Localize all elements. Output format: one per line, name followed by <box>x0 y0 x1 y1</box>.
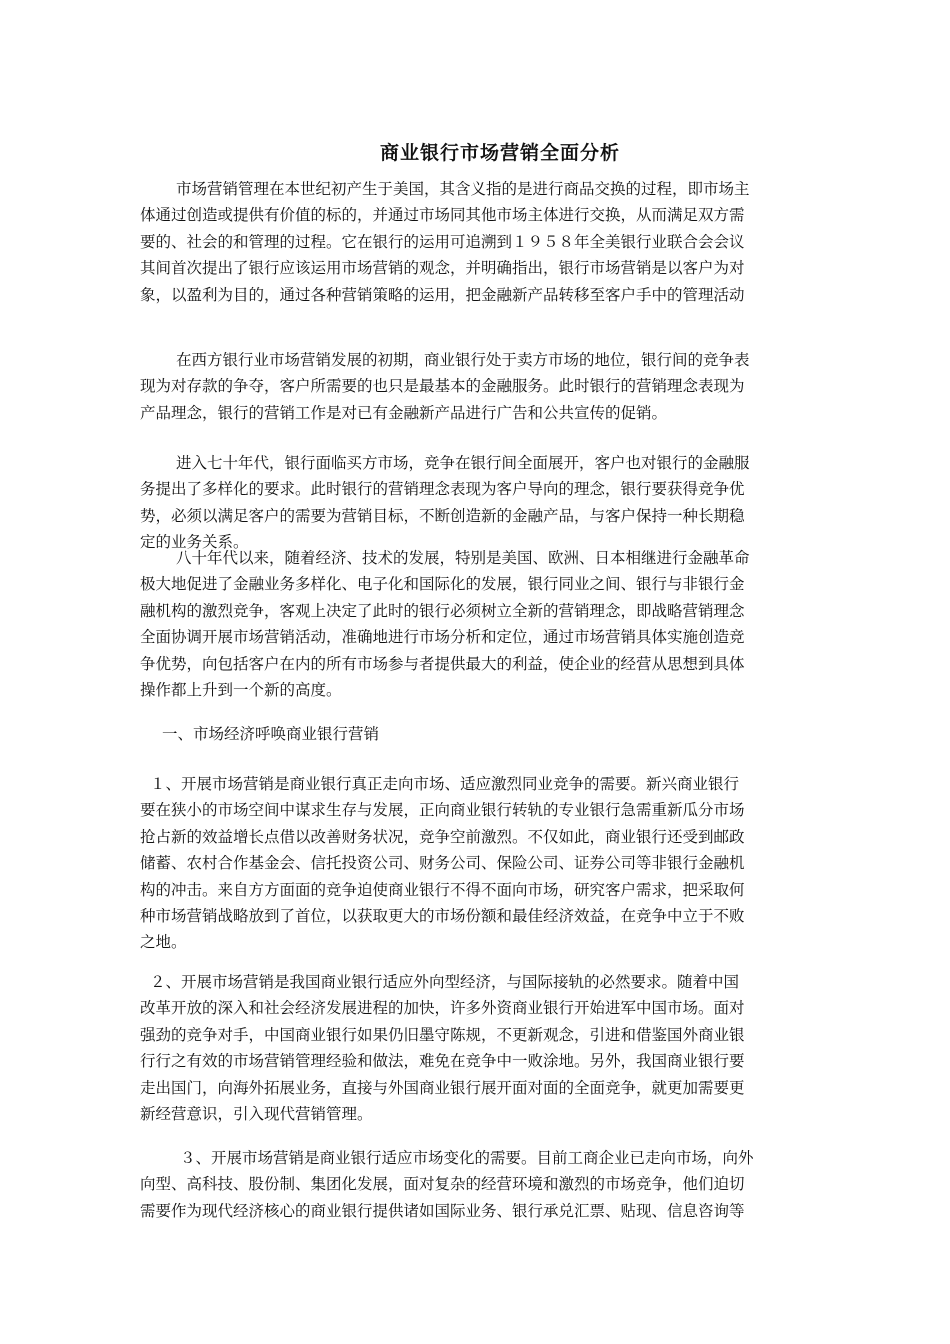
paragraph-line: 在西方银行业市场营销发展的初期，商业银行处于卖方市场的地位，银行间的竞争表 <box>176 351 750 369</box>
section-heading-text: 一、市场经济呼唤商业银行营销 <box>162 725 380 743</box>
paragraph-line: 储蓄、农村合作基金会、信托投资公司、财务公司、保险公司、证券公司等非银行金融机 <box>140 854 745 873</box>
paragraph-seventies <box>140 450 810 556</box>
paragraph-line: 操作都上升到一个新的高度。 <box>140 680 342 699</box>
paragraph-line: 改革开放的深入和社会经济发展进程的加快，许多外资商业银行开始进军中国市场。面对 <box>140 999 745 1018</box>
paragraph-early-period <box>140 347 810 426</box>
paragraph-line: 全面协调开展市场营销活动，准确地进行市场分析和定位，通过市场营销具体实施创造竞 <box>140 628 745 647</box>
paragraph-line: 现为对存款的争夺，客户所需要的也只是最基本的金融服务。此时银行的营销理念表现为 <box>140 377 745 396</box>
paragraph-line: 向型、高科技、股份制、集团化发展，面对复杂的经营环境和激烈的市场竞争，他们迫切 <box>140 1175 745 1194</box>
paragraph-line: 要的、社会的和管理的过程。它在银行的运用可追溯到１９５８年全美银行业联合会会议 <box>140 232 745 251</box>
paragraph-item-3 <box>140 1145 810 1224</box>
paragraph-line: 争优势，向包括客户在内的所有市场参与者提供最大的利益，使企业的经营从思想到具体 <box>140 654 745 673</box>
paragraph-line: 构的冲击。来自方方面面的竞争迫使商业银行不得不面向市场，研究客户需求，把采取何 <box>140 880 745 899</box>
paragraph-item-1 <box>140 771 810 956</box>
paragraph-line: 产品理念，银行的营销工作是对已有金融新产品进行广告和公共宣传的促销。 <box>140 403 668 422</box>
paragraph-line: 行行之有效的市场营销管理经验和做法，难免在竞争中一败涂地。另外，我国商业银行要 <box>140 1052 745 1071</box>
paragraph-line: 务提出了多样化的要求。此时银行的营销理念表现为客户导向的理念，银行要获得竞争优 <box>140 480 745 499</box>
paragraph-line: 其间首次提出了银行应该运用市场营销的观念，并明确指出，银行市场营销是以客户为对 <box>140 259 745 278</box>
paragraph-line: 八十年代以来，随着经济、技术的发展，特别是美国、欧洲、日本相继进行金融革命 <box>176 549 750 567</box>
paragraph-line: 种市场营销战略放到了首位，以获取更大的市场份额和最佳经济效益，在竞争中立于不败 <box>140 906 745 925</box>
paragraph-line: ２、开展市场营销是我国商业银行适应外向型经济，与国际接轨的必然要求。随着中国 <box>150 973 740 991</box>
paragraph-line: 象，以盈利为目的，通过各种营销策略的运用，把金融新产品转移至客户手中的管理活动 <box>140 285 745 304</box>
paragraph-line: 新经营意识，引入现代营销管理。 <box>140 1104 373 1123</box>
paragraph-line: 走出国门，向海外拓展业务，直接与外国商业银行展开面对面的全面竞争，就更加需要更 <box>140 1078 745 1097</box>
paragraph-line: 势，必须以满足客户的需要为营销目标，不断创造新的金融产品，与客户保持一种长期稳 <box>140 506 745 525</box>
paragraph-eighties <box>140 545 810 703</box>
paragraph-line: ３、开展市场营销是商业银行适应市场变化的需要。目前工商企业已走向市场，向外 <box>180 1149 754 1167</box>
paragraph-line: 之地。 <box>140 933 187 952</box>
paragraph-line: 定的业务关系。 <box>140 533 249 552</box>
paragraph-line: 融机构的激烈竞争，客观上决定了此时的银行必须树立全新的营销理念，即战略营销理念 <box>140 601 745 620</box>
paragraph-line: 要在狭小的市场空间中谋求生存与发展，正向商业银行转轨的专业银行急需重新瓜分市场 <box>140 801 745 820</box>
section-heading <box>140 721 810 747</box>
paragraph-line: 强劲的竞争对手，中国商业银行如果仍旧墨守陈规，不更新观念，引进和借鉴国外商业银 <box>140 1025 745 1044</box>
paragraph-line: 极大地促进了金融业务多样化、电子化和国际化的发展，银行同业之间、银行与非银行金 <box>140 575 745 594</box>
paragraph-line: 进入七十年代，银行面临买方市场，竞争在银行间全面展开，客户也对银行的金融服 <box>176 454 750 472</box>
paragraph-line: 需要作为现代经济核心的商业银行提供诸如国际业务、银行承兑汇票、贴现、信息咨询等 <box>140 1201 745 1220</box>
paragraph-intro <box>140 176 810 308</box>
paragraph-line: 抢占新的效益增长点借以改善财务状况，竞争空前激烈。不仅如此，商业银行还受到邮政 <box>140 827 745 846</box>
paragraph-line: １、开展市场营销是商业银行真正走向市场、适应激烈同业竞争的需要。新兴商业银行 <box>150 775 740 793</box>
paragraph-line: 市场营销管理在本世纪初产生于美国，其含义指的是进行商品交换的过程，即市场主 <box>176 180 750 198</box>
paragraph-line: 体通过创造或提供有价值的标的，并通过市场同其他市场主体进行交换，从而满足双方需 <box>140 206 745 225</box>
paragraph-item-2 <box>140 969 810 1127</box>
document-title: 商业银行市场营销全面分析 <box>379 142 620 164</box>
